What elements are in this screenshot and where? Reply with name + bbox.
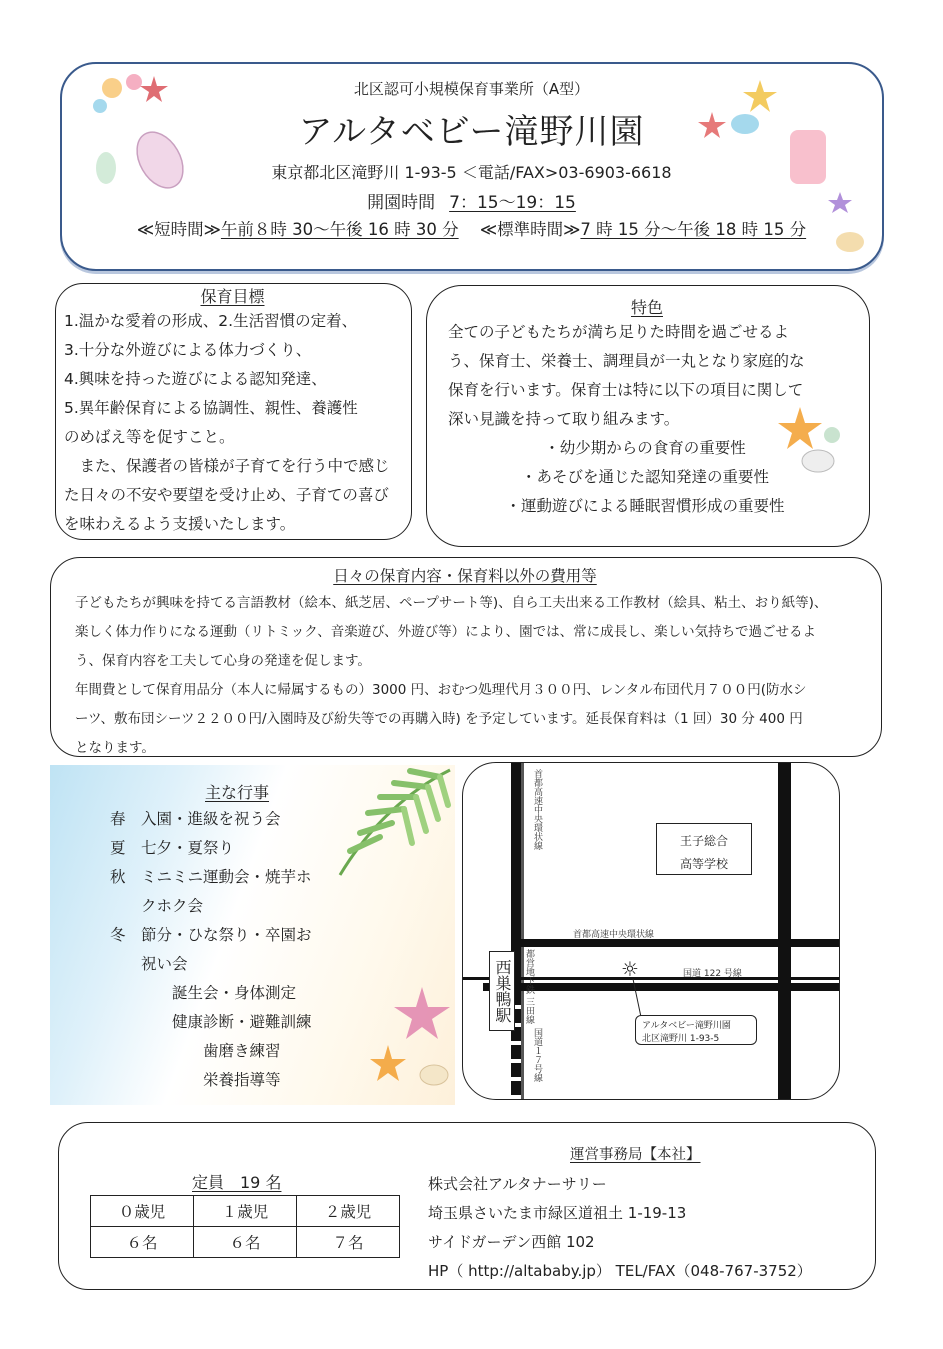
office-company: 株式会社アルタナーサリー [428, 1175, 607, 1193]
standard-time-value: 7 時 15 分～午後 18 時 15 分 [580, 220, 807, 239]
event-item: 夏 七夕・夏祭り [110, 839, 235, 857]
short-time-label: ≪短時間≫ [136, 220, 221, 239]
header-address: 東京都北区滝野川 1-93-5 ＜電話/FAX>03-6903-6618 [271, 163, 672, 182]
feature-bullet: ・あそびを通じた認知発達の重要性 [520, 468, 769, 486]
road-vertical-left-edge [521, 763, 524, 1099]
goals-line: を味わえるよう支援いたします。 [64, 515, 296, 533]
road-label-mid: 首都高速中央環状線 [573, 930, 655, 940]
event-item: 誕生会・身体測定 [110, 984, 297, 1002]
office-contact: HP（ http://altababy.jp） TEL/FAX（048-767-3752） [428, 1262, 812, 1280]
content-line: 年間費として保育用品分（本人に帰属するもの）3000 円、おむつ処理代月３００円、レンタル布団代月７００円(防水シ [75, 682, 807, 698]
features-heading: 特色 [630, 298, 663, 317]
features-line: う、保育士、栄養士、調理員が一丸となり家庭的な [448, 352, 805, 370]
feature-bullet: ・運動遊びによる睡眠習慣形成の重要性 [505, 497, 785, 515]
header-subtitle: 北区認可小規模保育事業所（A型） [353, 80, 590, 98]
nursery-location-icon: ☼ [621, 957, 639, 981]
road-horizontal-upper [521, 939, 839, 947]
events-list [110, 805, 312, 1095]
school-name-line1: 王子総合 [679, 834, 728, 848]
nursery-label-box [635, 1015, 757, 1045]
goals-line: 1.温かな愛着の形成、2.生活習慣の定着、 [64, 312, 358, 330]
event-item: 栄養指導等 [110, 1071, 281, 1089]
content-line: 子どもたちが興味を持てる言語教材（絵本、紙芝居、ペープサート等)、自ら工夫出来る工作教材（絵具、粘土、おり紙等)、 [75, 595, 828, 611]
capacity-value-cell: ７名 [297, 1227, 400, 1258]
subway-line-label: 都営地下鉄 三田線 [524, 949, 534, 1024]
content-line: ーツ、敷布団シーツ２２００円/入園時及び紛失等での再購入時) を予定しています。延長保育料は（1 回）30 分 400 円 [75, 711, 803, 727]
goals-line: 5.異年齢保育による協調性、親性、養護性 [64, 399, 358, 417]
school-name-line2: 高等学校 [679, 857, 728, 871]
daily-content-body [75, 589, 827, 763]
goals-line: のめばえ等を促すこと。 [64, 428, 235, 446]
content-line: となります。 [75, 740, 155, 756]
event-item: クホク会 [110, 897, 204, 915]
office-details [428, 1170, 812, 1286]
road-vertical-right-edge [778, 763, 782, 1099]
capacity-title [192, 1170, 281, 1193]
school-box [656, 823, 752, 875]
pointer-line [631, 979, 643, 1019]
goals-line: た日々の不安や要望を受け止め、子育ての喜び [64, 486, 389, 504]
goals-heading: 保育目標 [200, 287, 265, 306]
starfish-decoration [360, 985, 455, 1095]
office-heading [570, 1143, 701, 1164]
access-map [462, 762, 840, 1100]
capacity-value-cell: ６名 [91, 1227, 194, 1258]
goals-line: また、保護者の皆様が子育てを行う中で感じ [64, 457, 390, 475]
station-nishisugamo: 西巣鴨駅 [489, 951, 515, 1031]
capacity-header-cell: ０歳児 [91, 1196, 194, 1227]
capacity-header-cell: ２歳児 [297, 1196, 400, 1227]
page-title: アルタベビー滝野川園 [298, 112, 645, 152]
features-line: 保育を行います。保育士は特に以下の項目に関して [448, 381, 804, 399]
goals-line: 3.十分な外遊びによる体力づくり、 [64, 341, 312, 359]
goals-body [64, 307, 390, 539]
feature-bullet: ・幼少期からの食育の重要性 [544, 439, 746, 457]
palm-leaf-decoration [330, 765, 455, 885]
goals-line: 4.興味を持った遊びによる認知発達、 [64, 370, 327, 388]
road-horizontal-122 [483, 983, 839, 991]
event-item: 健康診断・避難訓練 [110, 1013, 312, 1031]
office-address-2: サイドガーデン西館 102 [428, 1233, 595, 1251]
opening-hours-value: 7：15～19：15 [449, 193, 576, 213]
features-body [448, 318, 805, 434]
road-label-122: 国道 122 号線 [683, 969, 742, 979]
event-item: 祝い会 [110, 955, 188, 973]
event-item: 秋 ミニミニ運動会・焼芋ホ [110, 868, 312, 886]
short-time-value: 午前８時 30～午後 16 時 30 分 [220, 220, 459, 239]
content-line: 楽しく体力作りになる運動（リトミック、音楽遊び、外遊び等）により、園では、常に成長し、楽しい気持ちで過ごせるよ [75, 624, 817, 640]
nursery-label-address: 北区滝野川 1-93-5 [642, 1034, 720, 1044]
standard-time-label: ≪標準時間≫ [479, 220, 581, 239]
opening-hours-label: 開園時間 [367, 193, 436, 213]
capacity-title-text: 定員 19 名 [192, 1173, 282, 1192]
care-times [0, 216, 943, 240]
daily-content-heading: 日々の保育内容・保育料以外の費用等 [333, 567, 597, 585]
nursery-label-name: アルタベビー滝野川園 [642, 1021, 731, 1031]
capacity-table [90, 1195, 400, 1258]
content-line: う、保育内容を工夫して心身の発達を促します。 [75, 653, 371, 669]
features-line: 全ての子どもたちが満ち足りた時間を過ごせるよ [448, 323, 790, 341]
office-address-1: 埼玉県さいたま市緑区道祖土 1-19-13 [428, 1204, 687, 1222]
event-item: 冬 節分・ひな祭り・卒園お [110, 926, 312, 944]
road-label-top: 首都高速中央環状線 [532, 769, 542, 850]
event-item: 春 入園・進級を祝う会 [110, 810, 281, 828]
opening-hours [0, 188, 943, 213]
capacity-value-row [91, 1227, 400, 1258]
events-heading: 主な行事 [205, 783, 270, 802]
office-heading-text: 運営事務局【本社】 [570, 1147, 701, 1163]
capacity-header-cell: １歳児 [194, 1196, 297, 1227]
road-label-17: 国道１７号線 [532, 1028, 542, 1082]
starfish-decoration [778, 405, 844, 475]
features-line: 深い見識を持って取り組みます。 [448, 410, 680, 428]
road-horizontal-122-edge [463, 977, 839, 980]
capacity-header-row [91, 1196, 400, 1227]
event-item: 歯磨き練習 [110, 1042, 281, 1060]
capacity-value-cell: ６名 [194, 1227, 297, 1258]
